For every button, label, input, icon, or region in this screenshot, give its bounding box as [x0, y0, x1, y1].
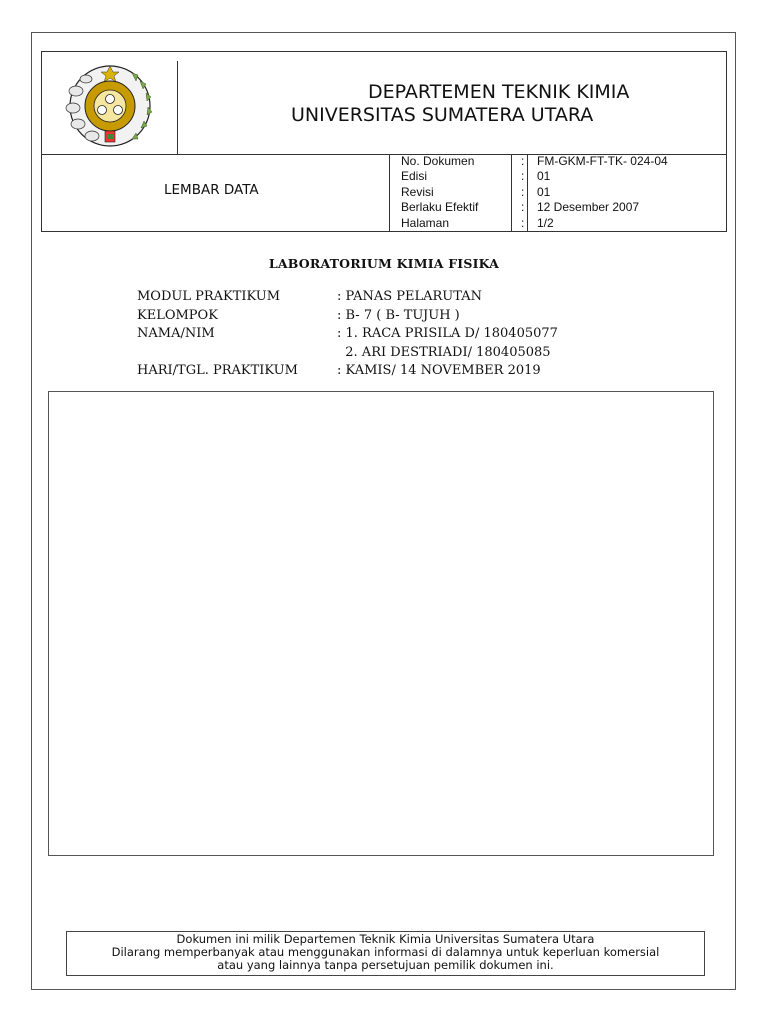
meta-row: [389, 200, 726, 215]
meta-row: [389, 216, 726, 231]
meta-key: Berlaku Efektif: [401, 200, 479, 215]
meta-row: [389, 169, 726, 184]
info-value: 2. ARI DESTRIADI/ 180405085: [337, 344, 551, 360]
meta-sep: :: [521, 200, 525, 215]
logo-divider: [177, 61, 178, 154]
footer-line: Dokumen ini milik Departemen Teknik Kimia Universitas Sumatera Utara: [176, 932, 595, 946]
lab-title: LABORATORIUM KIMIA FISIKA: [268, 256, 500, 271]
university-logo: [62, 63, 158, 149]
footer-line: Dilarang memperbanyak atau menggunakan informasi di dalamnya untuk keperluan komersial: [111, 945, 660, 959]
meta-row: [389, 154, 726, 169]
data-entry-box: [48, 391, 714, 856]
meta-row: [389, 185, 726, 200]
meta-key: No. Dokumen: [401, 154, 475, 168]
meta-sep: :: [521, 169, 525, 184]
university-name: UNIVERSITAS SUMATERA UTARA: [291, 104, 594, 126]
meta-key: Edisi: [401, 169, 428, 184]
info-value: : 1. RACA PRISILA D/ 180405077: [337, 326, 558, 341]
meta-value: 01: [537, 169, 551, 184]
meta-key: Revisi: [401, 184, 434, 199]
document-meta-table: [389, 154, 726, 231]
info-label: NAMA/NIM: [137, 326, 215, 341]
info-value: : B- 7 ( B- TUJUH ): [337, 307, 460, 323]
meta-value: 01: [537, 184, 551, 199]
meta-sep: :: [521, 154, 525, 168]
info-label: KELOMPOK: [137, 307, 218, 323]
meta-key: Halaman: [401, 215, 450, 230]
info-label: MODUL PRAKTIKUM: [137, 289, 281, 304]
meta-value: FM-GKM-FT-TK- 024-04: [537, 154, 668, 168]
department-name: DEPARTEMEN TEKNIK KIMIA: [368, 81, 630, 103]
meta-value: 12 Desember 2007: [537, 200, 640, 215]
meta-sep: :: [521, 184, 525, 199]
info-value: : PANAS PELARUTAN: [337, 289, 482, 304]
info-label: HARI/TGL. PRAKTIKUM: [137, 363, 298, 378]
sheet-title: LEMBAR DATA: [164, 182, 259, 198]
document-header: [41, 51, 727, 232]
meta-sep: :: [521, 215, 525, 230]
footer-line: atau yang lainnya tanpa persetujuan pemilik dokumen ini.: [217, 958, 554, 972]
footer-notice: [66, 931, 705, 976]
meta-value: 1/2: [537, 215, 554, 230]
info-value: : KAMIS/ 14 NOVEMBER 2019: [337, 363, 541, 378]
